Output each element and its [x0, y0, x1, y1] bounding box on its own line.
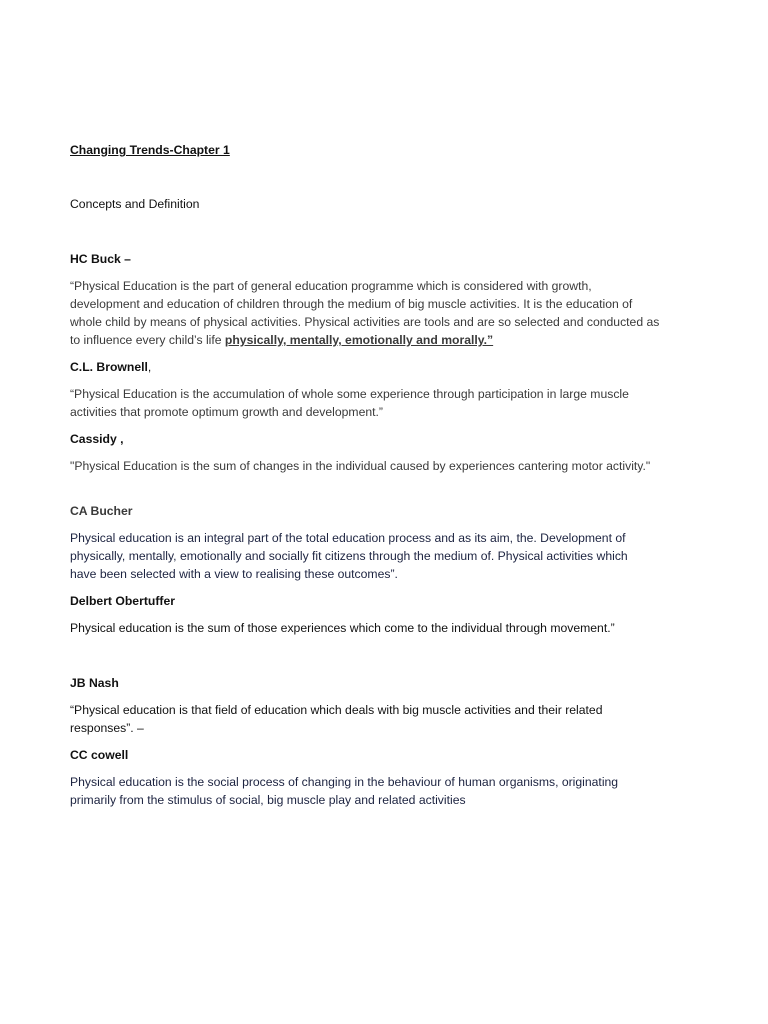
document-subtitle: Concepts and Definition	[70, 197, 200, 211]
definition-line: “Physical education is that field of education which deals with big muscle activities and their related	[70, 703, 603, 717]
definition-line: Physical education is an integral part of the total education process and as its aim, the. Development of	[70, 531, 626, 545]
definition-line: “Physical Education is the accumulation of whole some experience through participation in large muscle	[70, 387, 629, 401]
definition-line: "Physical Education is the sum of changes in the individual caused by experiences cantering motor activity."	[70, 459, 651, 473]
definition-line: physically, mentally, emotionally and socially fit citizens through the medium of. Physical activities which	[70, 549, 628, 563]
author-cl-brownell-line	[70, 359, 700, 377]
author-hc-buck: HC Buck –	[70, 252, 131, 266]
definition-line: responses”. –	[70, 721, 144, 735]
definition-line: activities that promote optimum growth and development.”	[70, 405, 383, 419]
definition-line: development and education of children through the medium of big muscle activities. It is the education of	[70, 297, 633, 311]
definition-line: primarily from the stimulus of social, big muscle play and related activities	[70, 793, 466, 807]
definition-line: “Physical Education is the part of general education programme which is considered with growth,	[70, 279, 592, 293]
definition-line: Physical education is the sum of those experiences which come to the individual through movement.”	[70, 621, 615, 635]
author-ca-bucher: CA Bucher	[70, 504, 133, 518]
author-cl-brownell: C.L. Brownell	[70, 360, 148, 374]
definition-line: whole child by means of physical activities. Physical activities are tools and are so selected and conducted as	[70, 315, 660, 329]
definition-line: Physical education is the social process of changing in the behaviour of human organisms, originating	[70, 775, 619, 789]
definition-line	[70, 332, 700, 350]
definition-line-plain: to influence every child’s life	[70, 333, 225, 347]
author-cc-cowell: CC cowell	[70, 748, 129, 762]
author-jb-nash: JB Nash	[70, 676, 119, 690]
definition-line: have been selected with a view to realising these outcomes”.	[70, 567, 398, 581]
definition-emphasis: physically, mentally, emotionally and morally.”	[224, 333, 494, 347]
document-title: Changing Trends-Chapter 1	[70, 143, 230, 157]
author-suffix: ,	[147, 360, 152, 374]
author-delbert-obertuffer: Delbert Obertuffer	[70, 594, 175, 608]
author-cassidy: Cassidy ,	[70, 432, 124, 446]
